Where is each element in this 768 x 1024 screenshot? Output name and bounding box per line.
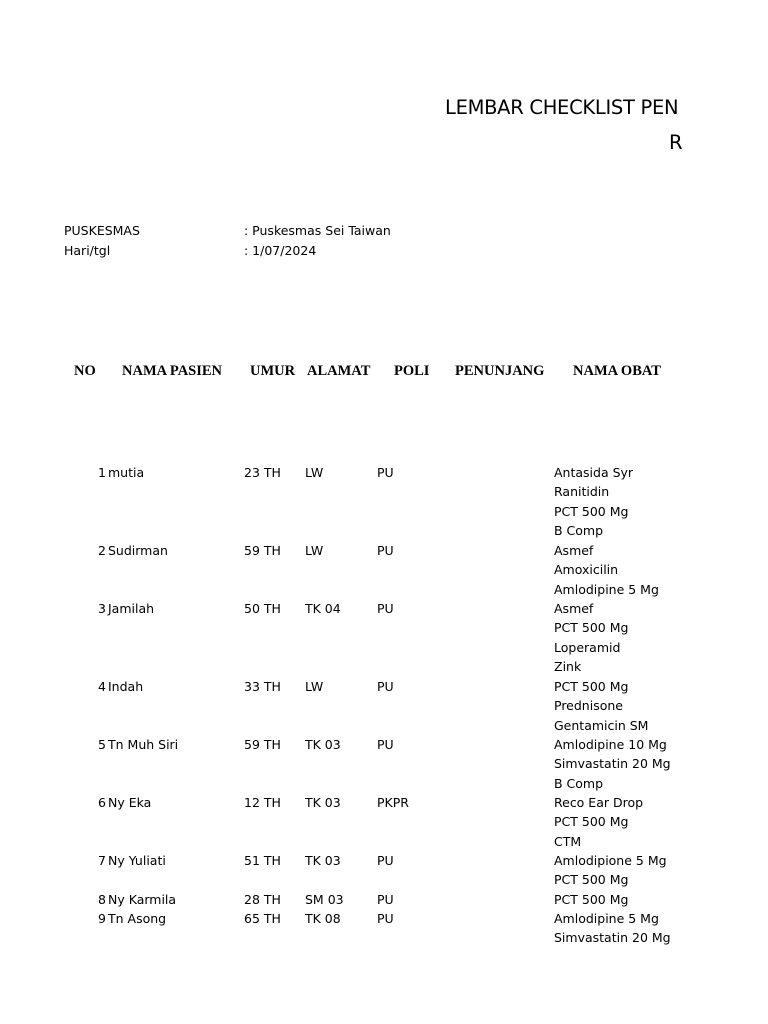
- cell-no: 2: [98, 543, 106, 558]
- cell-nama-obat: Antasida Syr: [554, 465, 634, 480]
- cell-poli: PU: [377, 737, 394, 752]
- cell-nama-obat: Amlodipione 5 Mg: [554, 853, 667, 868]
- cell-nama-obat: PCT 500 Mg: [554, 679, 629, 694]
- cell-alamat: LW: [305, 679, 324, 694]
- cell-poli: PKPR: [377, 795, 409, 810]
- cell-alamat: SM 03: [305, 892, 344, 907]
- cell-no: 9: [98, 911, 106, 926]
- cell-alamat: TK 04: [305, 601, 341, 616]
- cell-nama-obat: CTM: [554, 833, 582, 849]
- cell-nama-obat: PCT 500 Mg: [554, 503, 629, 519]
- cell-nama-obat: Asmef: [554, 543, 594, 558]
- cell-nama-obat: Zink: [554, 659, 582, 675]
- cell-nama-obat: Amlodipine 10 Mg: [554, 737, 667, 752]
- cell-nama-obat: Reco Ear Drop: [554, 795, 644, 810]
- header-alamat: ALAMAT: [307, 363, 371, 379]
- header-penunjang: PENUNJANG: [455, 363, 545, 379]
- cell-umur: 12 TH: [244, 795, 281, 810]
- cell-alamat: LW: [305, 543, 324, 558]
- cell-nama-obat: PCT 500 Mg: [554, 620, 629, 636]
- cell-alamat: LW: [305, 465, 324, 480]
- cell-nama-obat: B Comp: [554, 523, 604, 539]
- puskesmas-label: PUSKESMAS: [64, 223, 140, 238]
- cell-umur: 28 TH: [244, 892, 281, 907]
- cell-nama: Indah: [108, 679, 144, 694]
- cell-poli: PU: [377, 543, 394, 558]
- date-value: : 1/07/2024: [244, 243, 317, 258]
- document-title: LEMBAR CHECKLIST PEN: [445, 96, 679, 119]
- cell-nama-obat: Ranitidin: [554, 484, 610, 500]
- cell-nama-obat: Gentamicin SM: [554, 717, 649, 733]
- cell-umur: 59 TH: [244, 543, 281, 558]
- cell-nama: Ny Eka: [108, 795, 152, 810]
- cell-nama-obat: B Comp: [554, 775, 604, 791]
- cell-umur: 50 TH: [244, 601, 281, 616]
- header-no: NO: [74, 363, 96, 379]
- cell-umur: 65 TH: [244, 911, 281, 926]
- cell-poli: PU: [377, 601, 394, 616]
- header-nama-obat: NAMA OBAT: [573, 363, 661, 379]
- cell-umur: 51 TH: [244, 853, 281, 868]
- cell-nama-obat: Prednisone: [554, 698, 623, 714]
- cell-nama: Jamilah: [108, 601, 155, 616]
- cell-alamat: TK 08: [305, 911, 341, 926]
- cell-poli: PU: [377, 465, 394, 480]
- cell-no: 6: [98, 795, 106, 810]
- cell-nama-obat: PCT 500 Mg: [554, 814, 629, 830]
- cell-nama: Tn Muh Siri: [108, 737, 179, 752]
- cell-no: 7: [98, 853, 106, 868]
- cell-nama-obat: Amlodipine 5 Mg: [554, 581, 659, 597]
- puskesmas-value: : Puskesmas Sei Taiwan: [244, 223, 391, 238]
- cell-no: 1: [98, 465, 106, 480]
- cell-poli: PU: [377, 892, 394, 907]
- cell-nama: mutia: [108, 465, 145, 480]
- cell-alamat: TK 03: [305, 737, 341, 752]
- cell-nama: Ny Yuliati: [108, 853, 166, 868]
- cell-nama: Ny Karmila: [108, 892, 177, 907]
- document-title-line2: R: [669, 131, 683, 154]
- header-umur: UMUR: [250, 363, 296, 379]
- cell-nama: Sudirman: [108, 543, 168, 558]
- cell-no: 4: [98, 679, 106, 694]
- cell-poli: PU: [377, 853, 394, 868]
- cell-no: 8: [98, 892, 106, 907]
- cell-nama: Tn Asong: [108, 911, 167, 926]
- cell-umur: 33 TH: [244, 679, 281, 694]
- header-nama-pasien: NAMA PASIEN: [122, 363, 223, 379]
- cell-nama-obat: Asmef: [554, 601, 594, 616]
- cell-poli: PU: [377, 679, 394, 694]
- cell-nama-obat: PCT 500 Mg: [554, 892, 629, 907]
- cell-poli: PU: [377, 911, 394, 926]
- cell-no: 3: [98, 601, 106, 616]
- cell-umur: 23 TH: [244, 465, 281, 480]
- header-poli: POLI: [394, 363, 430, 379]
- date-label: Hari/tgl: [64, 243, 111, 258]
- title-area: [0, 0, 688, 200]
- cell-nama-obat: PCT 500 Mg: [554, 872, 629, 888]
- cell-nama-obat: Loperamid: [554, 639, 621, 655]
- cell-nama-obat: Amlodipine 5 Mg: [554, 911, 659, 926]
- cell-nama-obat: Simvastatin 20 Mg: [554, 930, 671, 946]
- cell-nama-obat: Amoxicilin: [554, 562, 619, 578]
- cell-umur: 59 TH: [244, 737, 281, 752]
- cell-no: 5: [98, 737, 106, 752]
- cell-nama-obat: Simvastatin 20 Mg: [554, 756, 671, 772]
- cell-alamat: TK 03: [305, 795, 341, 810]
- cell-alamat: TK 03: [305, 853, 341, 868]
